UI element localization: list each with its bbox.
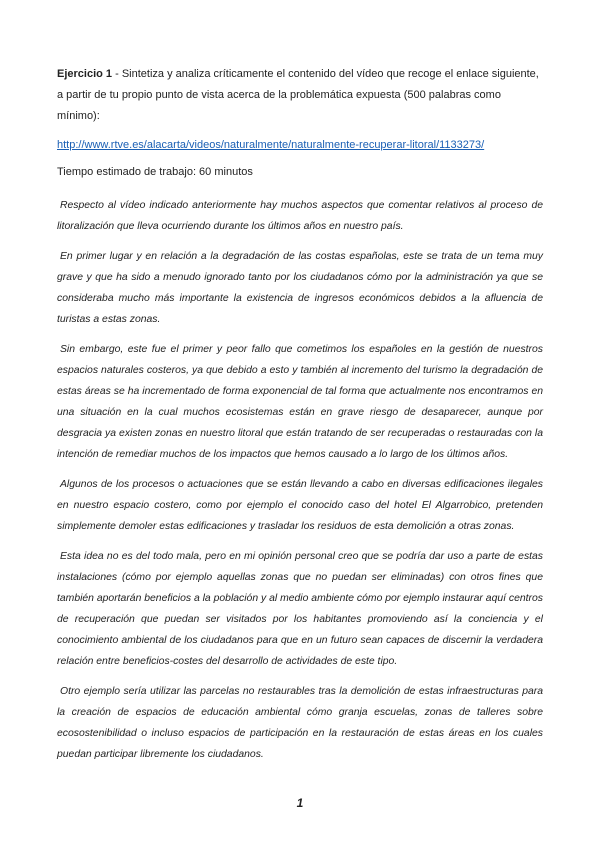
video-link[interactable]: http://www.rtve.es/alacarta/videos/naturalmente/naturalmente-recuperar-litoral/1133273/ (57, 139, 485, 151)
paragraph-5: Esta idea no es del todo mala, pero en mi opinión personal creo que se podría dar uso a parte de estas instalaciones (cómo por ejemplo aquellas zonas que no puedan ser eliminadas) con otros fines que también aportarán beneficios a la población y al medio ambiente cómo por ejemplo instaurar aquí centros de recuperación que puedan ser visitados por los habitantes promoviendo así la conciencia y el conocimiento ambiental de los ciudadanos para que en un futuro sean capaces de discernir la verdadera relación entre beneficios-costes del desarrollo de actividades de este tipo. (57, 551, 543, 667)
time-estimate: Tiempo estimado de trabajo: 60 minutos (57, 166, 253, 178)
exercise-label: Ejercicio 1 (57, 68, 113, 80)
document-page (57, 64, 543, 774)
paragraph-4: Algunos de los procesos o actuaciones que se están llevando a cabo en diversas edificaciones ilegales en nuestro espacio costero, como por ejemplo el conocido caso del hotel El Algarrobico, pretenden simplemente demoler estas edificaciones y trasladar los residuos de esta demolición a otras zonas. (57, 479, 543, 532)
page-number: 1 (296, 796, 304, 810)
paragraph-6: Otro ejemplo sería utilizar las parcelas no restaurables tras la demolición de estas infraestructuras para la creación de espacios de educación ambiental cómo granja escuelas, zonas de talleres sobre ecosostenibilidad o incluso espacios de participación en la restauración de estas áreas en los cuales puedan participar libremente los ciudadanos. (57, 686, 543, 760)
paragraph-3: Sin embargo, este fue el primer y peor fallo que cometimos los españoles en la gestión de nuestros espacios naturales costeros, ya que debido a esto y también al incremento del turismo la degradación de estas áreas se ha incrementado de forma exponencial de tal forma que actualmente nos encontramos en una situación en la cual muchos ecosistemas están en grave riesgo de desaparecer, aunque por desgracia ya existen zonas en nuestro litoral que están tratando de ser recuperadas o restauradas con la intención de remediar muchos de los impactos que hemos causado a lo largo de los últimos años. (57, 344, 543, 460)
exercise-instruction: - Sintetiza y analiza críticamente el contenido del vídeo que recoge el enlace siguiente, a partir de tu propio punto de vista acerca de la problemática expuesta (500 palabras como mínimo): (57, 68, 539, 122)
paragraph-2: En primer lugar y en relación a la degradación de las costas españolas, este se trata de un tema muy grave y que ha sido a menudo ignorado tanto por los ciudadanos cómo por la administración ya que se consideraba mucho más importante la existencia de ingresos económicos debidos a la afluencia de turistas a estas zonas. (57, 251, 543, 325)
exercise-heading (57, 64, 543, 127)
paragraph-1: Respecto al vídeo indicado anteriormente hay muchos aspectos que comentar relativos al proceso de litoralización que lleva ocurriendo durante los últimos años en nuestro país. (57, 200, 543, 232)
